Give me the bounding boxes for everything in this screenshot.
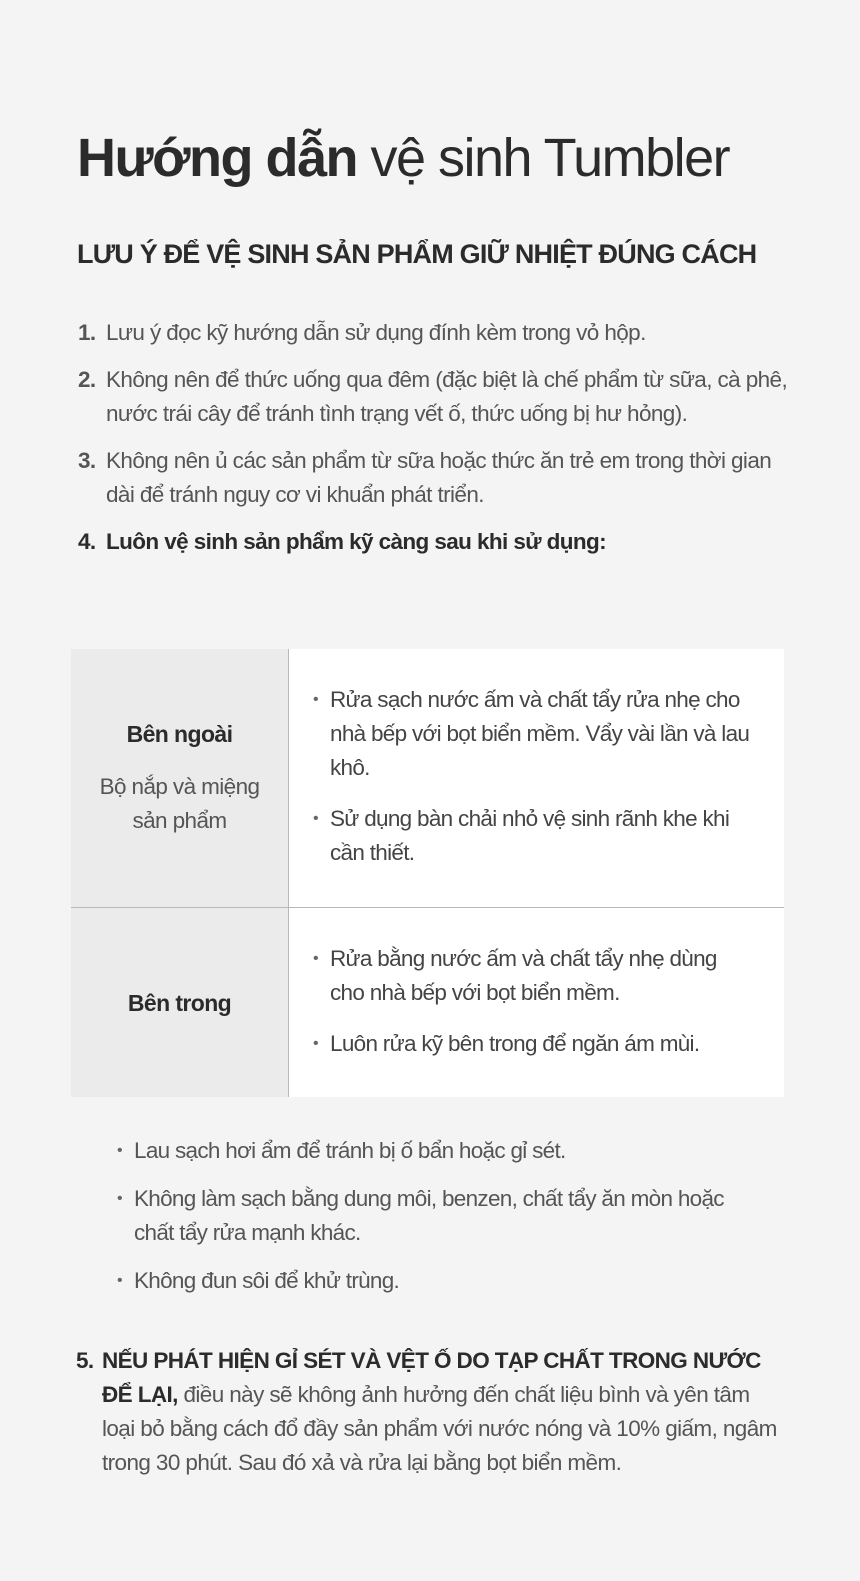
note-text: Không làm sạch bằng dung môi, benzen, chất tẩy ăn mòn hoặc chất tẩy rửa mạnh khác. [134, 1186, 724, 1245]
cleaning-table [71, 649, 784, 1097]
list-item [117, 1134, 757, 1168]
outside-subheading: Bộ nắp và miệng sản phẩm [99, 774, 260, 833]
step-item [78, 444, 798, 512]
step-item [78, 316, 798, 350]
step-number: 4. [78, 529, 96, 554]
step-text: Luôn vệ sinh sản phẩm kỹ càng sau khi sử dụng: [106, 529, 607, 554]
list-item [117, 1264, 757, 1298]
table-content-cell [289, 908, 784, 1097]
step-text: Lưu ý đọc kỹ hướng dẫn sử dụng đính kèm trong vỏ hộp. [106, 320, 646, 345]
page-title-bold: Hướng dẫn [77, 128, 357, 188]
inside-heading: Bên trong [127, 989, 232, 1016]
table-label-cell [71, 649, 289, 907]
bullet-text: Luôn rửa kỹ bên trong để ngăn ám mùi. [330, 1031, 700, 1056]
step-number: 1. [78, 320, 96, 345]
step-five-emphasis: NẾU PHÁT HIỆN GỈ SÉT VÀ VỆT Ố DO TẠP CHẤT TRONG NƯỚC ĐỂ LẠI, [102, 1348, 761, 1407]
bullet-icon: • [117, 1142, 122, 1159]
step-five [76, 1344, 786, 1480]
bullet-text: Rửa bằng nước ấm và chất tẩy nhẹ dùng cho nhà bếp với bọt biển mềm. [330, 946, 717, 1005]
list-item [313, 683, 754, 785]
bullet-icon: • [313, 950, 318, 967]
list-item [117, 1182, 757, 1250]
step-five-body: điều này sẽ không ảnh hưởng đến chất liệu bình và yên tâm loại bỏ bằng cách đổ đầy sản phẩm với nước nóng và 10% giấm, ngâm trong 30 phút. Sau đó xả và rửa lại bằng bọt biển mềm. [102, 1382, 777, 1475]
step-five-text [102, 1344, 786, 1480]
step-number: 2. [78, 367, 96, 392]
step-number: 5. [76, 1348, 94, 1373]
table-label-cell [71, 908, 289, 1097]
table-content-cell [289, 649, 784, 907]
note-text: Lau sạch hơi ẩm để tránh bị ố bẩn hoặc gỉ sét. [134, 1138, 566, 1163]
step-item [78, 363, 798, 431]
page-title-light: vệ sinh Tumbler [356, 128, 730, 188]
bullet-icon: • [313, 1035, 318, 1052]
bullet-icon: • [313, 691, 318, 708]
page-title [77, 122, 729, 194]
section-subtitle: LƯU Ý ĐỂ VỆ SINH SẢN PHẨM GIỮ NHIỆT ĐÚNG CÁCH [77, 239, 757, 269]
outside-heading: Bên ngoài [126, 721, 233, 747]
step-number: 3. [78, 448, 96, 473]
list-item [313, 1027, 754, 1061]
notes-list [117, 1134, 757, 1312]
list-item [313, 942, 754, 1010]
steps-list [78, 316, 798, 572]
bullet-text: Rửa sạch nước ấm và chất tẩy rửa nhẹ cho nhà bếp với bọt biển mềm. Vẩy vài lần và lau khô. [330, 687, 750, 780]
table-row-outside [71, 649, 784, 908]
bullet-text: Sử dụng bàn chải nhỏ vệ sinh rãnh khe khi cần thiết. [330, 806, 730, 865]
step-item [78, 525, 798, 559]
step-text: Không nên ủ các sản phẩm từ sữa hoặc thức ăn trẻ em trong thời gian dài để tránh nguy cơ vi khuẩn phát triển. [106, 448, 772, 507]
list-item [313, 802, 754, 870]
table-row-inside [71, 908, 784, 1097]
step-text: Không nên để thức uống qua đêm (đặc biệt là chế phẩm từ sữa, cà phê, nước trái cây để tránh tình trạng vết ố, thức uống bị hư hỏng). [106, 367, 788, 426]
note-text: Không đun sôi để khử trùng. [134, 1268, 400, 1293]
bullet-icon: • [117, 1272, 122, 1289]
bullet-icon: • [117, 1190, 122, 1207]
bullet-icon: • [313, 810, 318, 827]
